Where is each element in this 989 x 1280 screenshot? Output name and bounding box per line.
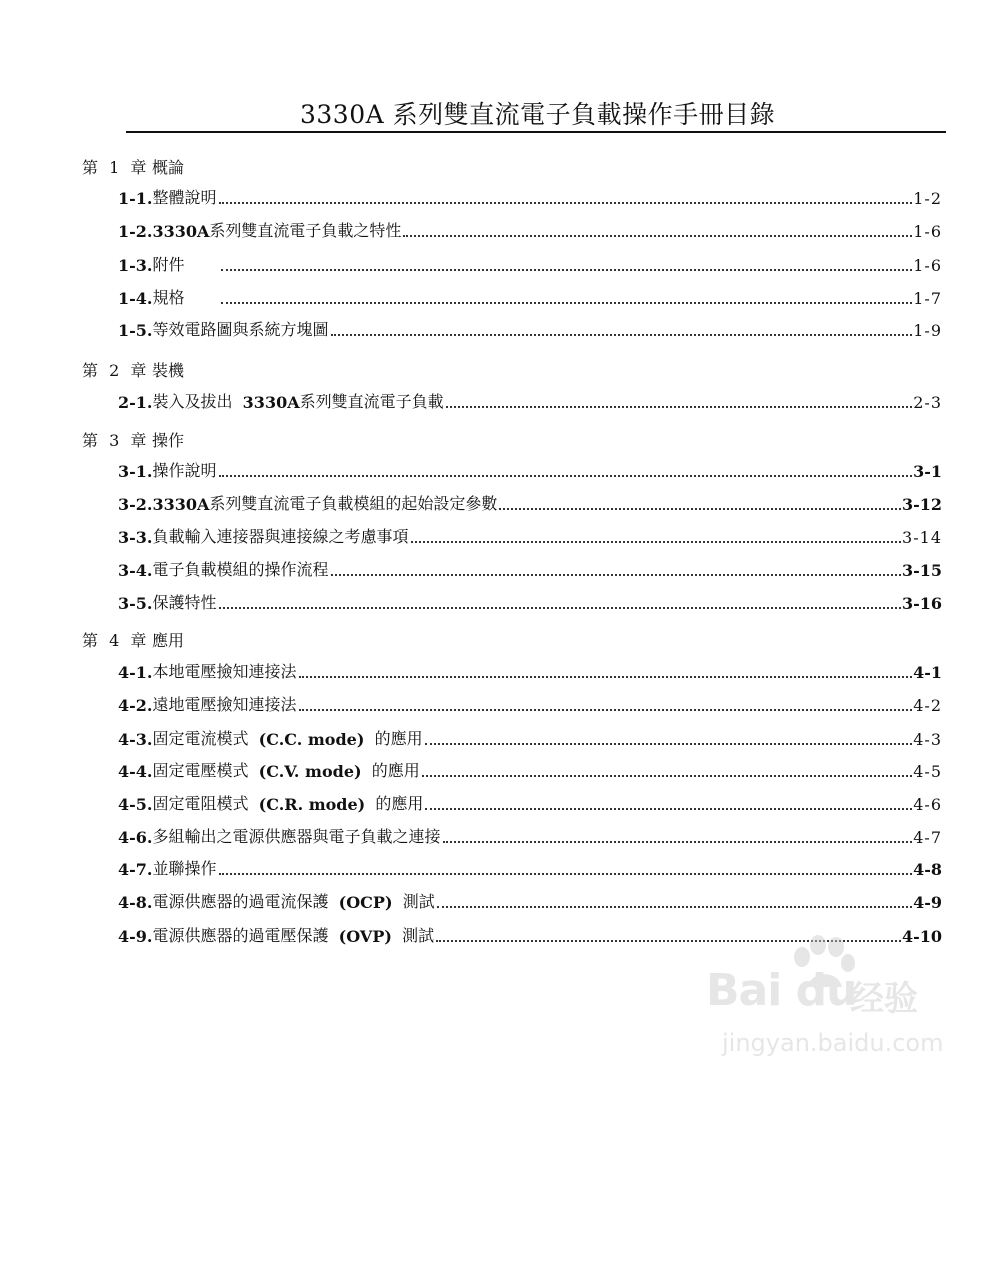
entry-page: 3-16 xyxy=(901,594,942,613)
entry-page: 3-1 xyxy=(913,462,942,481)
entry-page: 1-6 xyxy=(913,256,942,275)
entry-code: 4-3. xyxy=(118,730,153,749)
entry-page: 1-9 xyxy=(913,321,942,340)
toc-entry[interactable] xyxy=(118,490,942,514)
entry-label: 系列雙直流電子負載模組的起始設定參數 xyxy=(209,494,498,513)
entry-code: 3-3. xyxy=(118,528,153,547)
entry-label: 多組輸出之電源供應器與電子負載之連接 xyxy=(152,827,441,846)
toc-entry[interactable] xyxy=(118,658,942,682)
entry-page: 1-2 xyxy=(913,189,942,208)
entry-page: 1-6 xyxy=(913,222,942,241)
toc-entry[interactable] xyxy=(118,757,942,781)
entry-page: 4-3 xyxy=(913,730,942,749)
entry-code: 1-1. xyxy=(118,189,153,208)
entry-label-tail: 的應用 xyxy=(375,794,424,813)
toc-entry[interactable] xyxy=(118,589,942,613)
entry-page: 3-12 xyxy=(901,495,942,514)
watermark-url: jingyan.baidu.com xyxy=(722,1029,944,1057)
entry-label: 整體說明 xyxy=(152,188,217,207)
watermark-logo: Bai du xyxy=(706,965,857,1016)
leader-dots xyxy=(221,294,913,304)
entry-label: 並聯操作 xyxy=(152,859,217,878)
leader-dots xyxy=(446,398,913,408)
entry-page: 2-3 xyxy=(913,393,942,412)
entry-page: 4-9 xyxy=(913,893,942,912)
chapter-number: 第 3 章 xyxy=(82,431,147,450)
leader-dots xyxy=(422,767,912,777)
toc-entry[interactable] xyxy=(118,790,942,814)
toc-entry[interactable] xyxy=(118,691,942,715)
entry-label-bold: (C.R. mode) xyxy=(258,795,366,814)
entry-label-tail: 的應用 xyxy=(374,729,423,748)
entry-code: 1-4. xyxy=(118,289,153,308)
leader-dots xyxy=(411,533,902,543)
entry-code: 4-8. xyxy=(118,893,153,912)
entry-page: 4-6 xyxy=(913,795,942,814)
entry-page: 3-15 xyxy=(901,561,942,580)
entry-label: 裝入及拔出 xyxy=(152,392,233,411)
leader-dots xyxy=(331,326,913,336)
toc-entry[interactable] xyxy=(118,184,942,208)
entry-page: 4-10 xyxy=(901,927,942,946)
entry-label: 遠地電壓撿知連接法 xyxy=(152,695,297,714)
entry-label: 保護特性 xyxy=(152,593,217,612)
chapter-name: 應用 xyxy=(152,631,185,650)
baidu-watermark xyxy=(700,935,944,1065)
entry-label: 電源供應器的過電壓保護 xyxy=(152,926,329,945)
chapter-heading xyxy=(82,628,184,651)
chapter-number: 第 2 章 xyxy=(82,361,147,380)
entry-label: 電子負載模組的操作流程 xyxy=(152,560,329,579)
entry-page: 4-7 xyxy=(913,828,942,847)
entry-label: 負載輸入連接器與連接線之考慮事項 xyxy=(152,527,409,546)
entry-page: 1-7 xyxy=(913,289,942,308)
entry-label: 系列雙直流電子負載之特性 xyxy=(209,221,402,240)
entry-page: 3-14 xyxy=(902,528,942,547)
entry-label: 等效電路圖與系統方塊圖 xyxy=(152,320,329,339)
entry-label: 電源供應器的過電流保護 xyxy=(152,892,329,911)
entry-label: 規格 xyxy=(152,288,185,307)
toc-entry[interactable] xyxy=(118,523,942,547)
entry-page: 4-5 xyxy=(913,762,942,781)
toc-entry[interactable] xyxy=(118,251,942,275)
entry-code: 3-2.3330A xyxy=(118,495,210,514)
toc-entry[interactable] xyxy=(118,457,942,481)
toc-entry[interactable] xyxy=(118,316,942,340)
entry-label-bold: (OVP) xyxy=(338,927,392,946)
watermark-cn: 经验 xyxy=(850,979,918,1019)
toc-entry[interactable] xyxy=(118,823,942,847)
toc-entry[interactable] xyxy=(118,284,942,308)
entry-label-bold: (C.V. mode) xyxy=(258,762,362,781)
toc-entry[interactable] xyxy=(118,388,942,412)
leader-dots xyxy=(425,800,912,810)
leader-dots xyxy=(219,194,913,204)
chapter-number: 第 1 章 xyxy=(82,158,147,177)
leader-dots xyxy=(299,668,913,678)
leader-dots xyxy=(221,261,913,271)
entry-code: 2-1. xyxy=(118,393,153,412)
entry-code: 1-3. xyxy=(118,256,153,275)
entry-label-tail: 的應用 xyxy=(371,761,420,780)
leader-dots xyxy=(331,566,901,576)
toc-entry[interactable] xyxy=(118,855,942,879)
entry-page: 4-1 xyxy=(913,663,942,682)
leader-dots xyxy=(425,735,913,745)
toc-entry[interactable] xyxy=(118,556,942,580)
leader-dots xyxy=(437,898,912,908)
entry-label-bold: (C.C. mode) xyxy=(258,730,365,749)
leader-dots xyxy=(403,227,912,237)
entry-label-tail: 測試 xyxy=(402,892,435,911)
leader-dots xyxy=(499,500,901,510)
entry-code: 4-5. xyxy=(118,795,153,814)
entry-code: 1-5. xyxy=(118,321,153,340)
entry-page: 4-2 xyxy=(913,696,942,715)
leader-dots xyxy=(443,833,913,843)
entry-label: 附件 xyxy=(152,255,185,274)
entry-label-bold: 3330A xyxy=(242,393,300,412)
entry-label: 固定電壓模式 xyxy=(152,761,249,780)
toc-entry[interactable] xyxy=(118,725,942,749)
toc-entry[interactable] xyxy=(118,217,942,241)
entry-label-tail: 系列雙直流電子負載 xyxy=(299,392,444,411)
entry-code: 1-2.3330A xyxy=(118,222,210,241)
entry-code: 4-2. xyxy=(118,696,153,715)
entry-code: 4-7. xyxy=(118,860,153,879)
chapter-heading xyxy=(82,358,184,381)
chapter-name: 操作 xyxy=(152,431,185,450)
entry-code: 3-1. xyxy=(118,462,153,481)
entry-code: 4-6. xyxy=(118,828,153,847)
chapter-heading xyxy=(82,428,184,451)
title-rule xyxy=(126,131,946,133)
entry-label: 本地電壓撿知連接法 xyxy=(152,662,297,681)
entry-code: 4-4. xyxy=(118,762,153,781)
entry-code: 4-9. xyxy=(118,927,153,946)
leader-dots xyxy=(219,865,913,875)
leader-dots xyxy=(219,467,913,477)
entry-label: 固定電流模式 xyxy=(152,729,249,748)
chapter-name: 裝機 xyxy=(152,361,185,380)
chapter-number: 第 4 章 xyxy=(82,631,147,650)
entry-code: 3-4. xyxy=(118,561,153,580)
chapter-heading xyxy=(82,155,184,178)
toc-entry[interactable] xyxy=(118,888,942,912)
entry-page: 4-8 xyxy=(913,860,942,879)
entry-code: 3-5. xyxy=(118,594,153,613)
chapter-name: 概論 xyxy=(152,158,185,177)
entry-label-tail: 測試 xyxy=(402,926,435,945)
entry-code: 4-1. xyxy=(118,663,153,682)
entry-label-bold: (OCP) xyxy=(338,893,393,912)
entry-label: 操作說明 xyxy=(152,461,217,480)
leader-dots xyxy=(219,599,901,609)
leader-dots xyxy=(299,701,913,711)
entry-label: 固定電阻模式 xyxy=(152,794,249,813)
document-title: 3330A 系列雙直流電子負載操作手冊目錄 xyxy=(300,100,776,129)
